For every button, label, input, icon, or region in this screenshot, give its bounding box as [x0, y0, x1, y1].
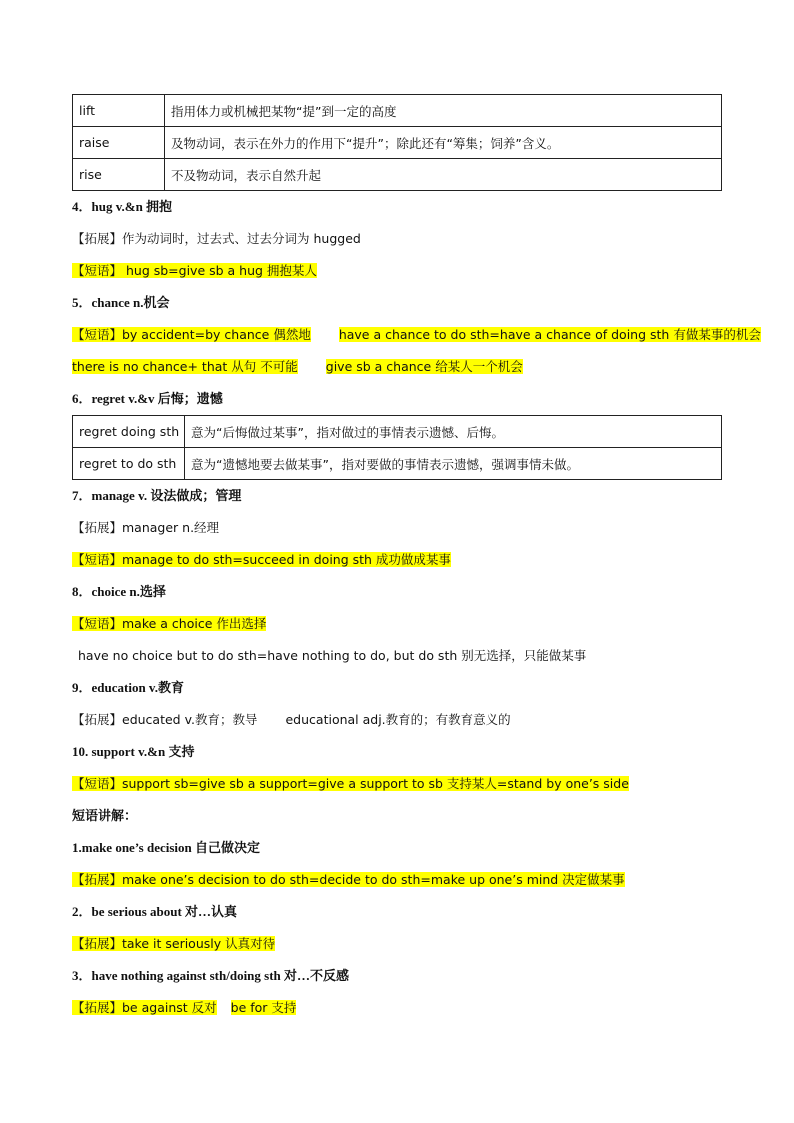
ext-manage: 【拓展】manager n.经理: [72, 520, 220, 535]
item-title-hug: 4．hug v.&n 拥抱: [72, 199, 173, 214]
item-title-choice: 8．choice n.选择: [72, 584, 166, 599]
table-cell-desc: 不及物动词，表示自然升起: [165, 159, 722, 191]
table-cell-word: lift: [73, 95, 165, 127]
phrase-chance-c: there is no chance+ that 从句 不可能: [72, 359, 298, 374]
phrase-chance-line-1: [72, 319, 761, 351]
table-cell-word: raise: [73, 127, 165, 159]
phrase-title-1: 1.make one’s decision 自己做决定: [72, 840, 261, 855]
table-cell-word: rise: [73, 159, 165, 191]
table-cell-word: regret doing sth: [73, 416, 185, 448]
table-cell-desc: 意为“遗憾地要去做某事”，指对要做的事情表示遗憾，强调事情未做。: [185, 448, 722, 480]
phrase-chance-b: have a chance to do sth=have a chance of doing sth 有做某事的机会: [338, 327, 761, 342]
phrase-chance-d: give sb a chance 给某人一个机会: [325, 359, 523, 374]
ext-hug: 【拓展】作为动词时，过去式、过去分词为 hugged: [72, 231, 361, 246]
table-cell-desc: 指用体力或机械把某物“提”到一定的高度: [165, 95, 722, 127]
item-title-education: 9．education v.教育: [72, 680, 184, 695]
phrase-ext-2: 【拓展】take it seriously 认真对待: [72, 936, 276, 951]
phrase-manage: 【短语】manage to do sth=succeed in doing sth 成功做成某事: [72, 552, 451, 567]
phrases-heading: 短语讲解：: [72, 808, 138, 823]
table-row: [73, 448, 722, 480]
phrase-ext-1: 【拓展】make one’s decision to do sth=decide to do sth=make up one’s mind 决定做某事: [72, 872, 625, 887]
document-page: [72, 94, 761, 1024]
table-cell-desc: 意为“后悔做过某事”，指对做过的事情表示遗憾、后悔。: [185, 416, 722, 448]
regret-table: [72, 415, 722, 480]
phrase-choice: 【短语】make a choice 作出选择: [72, 616, 267, 631]
extra-choice: have no choice but to do sth=have nothing to do, but do sth 别无选择，只能做某事: [78, 648, 587, 663]
phrase-title-3: 3．have nothing against sth/doing sth 对…不反感: [72, 968, 350, 983]
ext-education-b: educational adj.教育的；有教育意义的: [285, 712, 511, 727]
table-cell-word: regret to do sth: [73, 448, 185, 480]
table-cell-desc: 及物动词，表示在外力的作用下“提升”；除此还有“筹集；饲养”含义。: [165, 127, 722, 159]
phrase-title-2: 2．be serious about 对…认真: [72, 904, 238, 919]
phrase-support: 【短语】support sb=give sb a support=give a support to sb 支持某人=stand by one’s side: [72, 776, 629, 791]
table-row: [73, 95, 722, 127]
phrase-ext-3b: be for 支持: [230, 1000, 297, 1015]
phrase-chance-a: 【短语】by accident=by chance 偶然地: [72, 327, 311, 342]
item-title-manage: 7．manage v. 设法做成；管理: [72, 488, 242, 503]
lift-raise-rise-table: [72, 94, 722, 191]
item-title-chance: 5．chance n.机会: [72, 295, 170, 310]
phrase-hug: 【短语】 hug sb=give sb a hug 拥抱某人: [72, 263, 317, 278]
item-title-support: 10. support v.&n 支持: [72, 744, 195, 759]
table-row: [73, 127, 722, 159]
ext-education-a: 【拓展】educated v.教育；教导: [72, 712, 258, 727]
phrase-chance-line-2: [72, 351, 722, 383]
phrase-ext-3-line: [72, 992, 722, 1024]
item-title-regret: 6．regret v.&v 后悔；遗憾: [72, 391, 223, 406]
ext-education-line: [72, 704, 722, 736]
table-row: [73, 159, 722, 191]
phrase-ext-3a: 【拓展】be against 反对: [72, 1000, 217, 1015]
table-row: [73, 416, 722, 448]
